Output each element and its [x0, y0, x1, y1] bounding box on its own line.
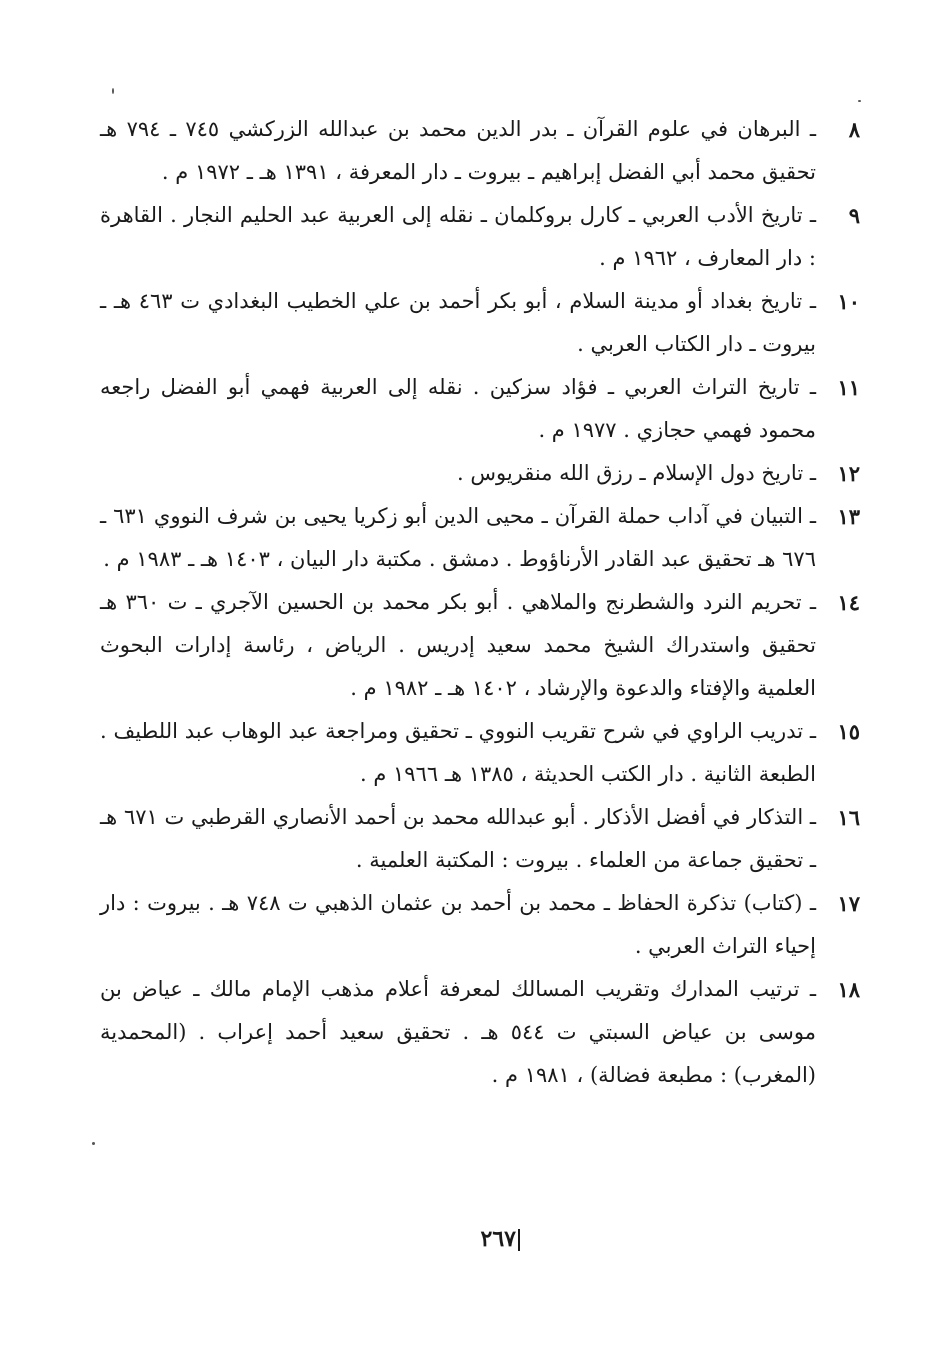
- entry-number: ١١: [837, 375, 860, 400]
- bibliography-entry: [100, 452, 860, 495]
- entry-text: ـ التذكار في أفضل الأذكار . أبو عبدالله محمد بن أحمد الأنصاري القرطبي ت ٦٧١ هـ ـ تحقيق جماعة من العلماء . بيروت : المكتبة العلمية .: [100, 805, 817, 872]
- scan-speck: [112, 88, 114, 94]
- entry-number: ٨: [848, 117, 860, 142]
- bibliography-entry: [100, 280, 860, 366]
- bibliography-entry: [100, 581, 860, 710]
- entry-number: ٩: [848, 203, 860, 228]
- bibliography-entry: [100, 710, 860, 796]
- entry-number: ١٠: [837, 289, 860, 314]
- bibliography-entry: [100, 796, 860, 882]
- bibliography-entry: [100, 882, 860, 968]
- bibliography-entry: [100, 366, 860, 452]
- entry-number: ١٥: [837, 719, 860, 744]
- entry-text: ـ البرهان في علوم القرآن ـ بدر الدين محمد بن عبدالله الزركشي ٧٤٥ ـ ٧٩٤ هـ تحقيق محمد أبي الفضل إبراهيم ـ بيروت ـ دار المعرفة ، ١٣٩١ هـ ـ ١٩٧٢ م .: [100, 117, 816, 184]
- scan-speck: [92, 1142, 95, 1145]
- bibliography-list: [100, 108, 860, 1097]
- entry-text: ـ (كتاب) تذكرة الحفاظ ـ محمد بن أحمد بن عثمان الذهبي ت ٧٤٨ هـ . بيروت : دار إحياء التراث العربي .: [100, 891, 816, 958]
- entry-text: ـ تاريخ دول الإسلام ـ رزق الله منقريوس .: [457, 461, 816, 485]
- entry-number: ١٢: [837, 461, 860, 486]
- entry-number: ١٨: [837, 977, 860, 1002]
- entry-text: ـ تاريخ بغداد أو مدينة السلام ، أبو بكر أحمد بن علي الخطيب البغدادي ت ٤٦٣ هـ ـ بيروت ـ دار الكتاب العربي .: [100, 289, 816, 356]
- bibliography-entry: [100, 194, 860, 280]
- bibliography-entry: [100, 495, 860, 581]
- entry-text: ـ تدريب الراوي في شرح تقريب النووي ـ تحقيق ومراجعة عبد الوهاب عبد اللطيف . الطبعة الثانية . دار الكتب الحديثة ، ١٣٨٥ هـ ١٩٦٦ م .: [100, 719, 816, 786]
- page-number: [440, 1224, 520, 1254]
- page-number-text: ٢٦٧: [480, 1226, 516, 1252]
- entry-number: ١٦: [837, 805, 860, 830]
- scan-speck: [858, 100, 861, 102]
- bibliography-entry: [100, 108, 860, 194]
- entry-text: ـ تاريخ التراث العربي ـ فؤاد سزكين . نقله إلى العربية فهمي أبو الفضل راجعه محمود فهمي حجازي . ١٩٧٧ م .: [100, 375, 816, 442]
- entry-text: ـ تاريخ الأدب العربي ـ كارل بروكلمان ـ نقله إلى العربية عبد الحليم النجار . القاهرة : دار المعارف ، ١٩٦٢ م .: [100, 203, 816, 270]
- entry-number: ١٣: [837, 504, 860, 529]
- bibliography-entry: [100, 968, 860, 1097]
- entry-number: ١٧: [837, 891, 860, 916]
- entry-text: ـ ترتيب المدارك وتقريب المسالك لمعرفة أعلام مذهب الإمام مالك ـ عياض بن موسى بن عياض السبتي ت ٥٤٤ هـ . تحقيق سعيد أحمد إعراب . (المحمدية (المغرب) : مطبعة فضالة) ، ١٩٨١ م .: [100, 977, 816, 1087]
- page-number-rule: [518, 1229, 520, 1251]
- entry-text: ـ تحريم النرد والشطرنج والملاهي . أبو بكر محمد بن الحسين الآجري ـ ت ٣٦٠ هـ تحقيق واستدراك الشيخ محمد سعيد إدريس . الرياض ، رئاسة إدارات البحوث العلمية والإفتاء والدعوة والإرشاد ، ١٤٠٢ هـ ـ ١٩٨٢ م .: [100, 590, 817, 700]
- entry-text: ـ التبيان في آداب حملة القرآن ـ محيى الدين أبو زكريا يحيى بن شرف النووي ٦٣١ ـ ٦٧٦ هـ تحقيق عبد القادر الأرناؤوط . دمشق . مكتبة دار البيان ، ١٤٠٣ هـ ـ ١٩٨٣ م .: [100, 504, 817, 571]
- entry-number: ١٤: [837, 590, 860, 615]
